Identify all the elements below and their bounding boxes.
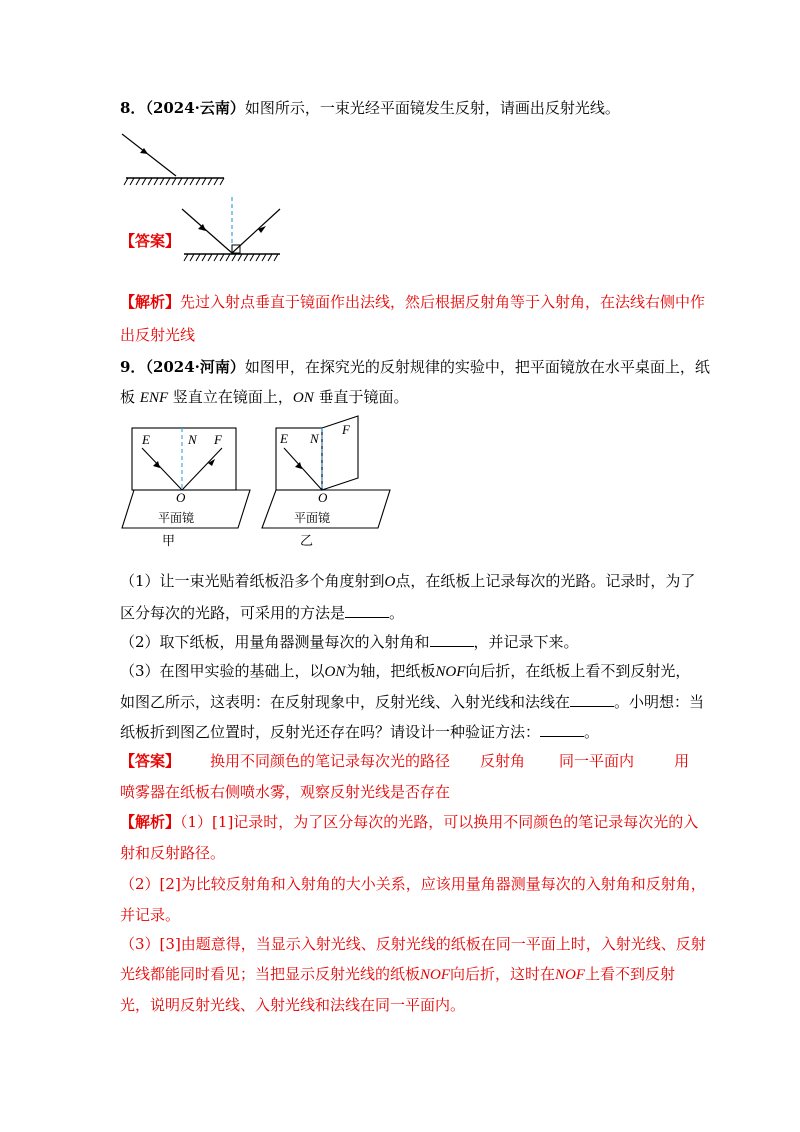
label-E: E [142, 432, 150, 447]
arrow-head-icon [208, 459, 215, 466]
text-span: 点，在纸板上记录每次的光路。记录时，为了 [395, 572, 696, 590]
mirror-label: 平面镜 [158, 511, 195, 525]
arrow-head-icon [258, 226, 266, 233]
label-NOF: NOF [420, 967, 451, 983]
text-span: 。 [389, 604, 405, 622]
label-ON: ON [324, 664, 346, 680]
text-span: 上看不到反射 [585, 965, 676, 983]
text-span: 为轴，把纸板 [345, 662, 436, 680]
label-ENF: ENF [139, 390, 169, 406]
q9-answer-line1 [120, 751, 689, 771]
q8-stem [120, 98, 620, 118]
q9-number: 9． [120, 358, 146, 376]
answer-1: 换用不同颜色的笔记录每次光的路径 [210, 752, 451, 770]
text-span: 如图乙所示，这表明：在反射现象中，反射光线、入射光线和法线在 [120, 693, 571, 711]
figure-yi [258, 412, 398, 542]
text-span: 板 [120, 388, 140, 406]
label-F: F [342, 422, 350, 437]
q8-source: （2024·云南） [145, 99, 245, 117]
q8-text: 如图所示，一束光经平面镜发生反射，请画出反射光线。 [244, 99, 620, 117]
q9-analysis-label: 【解析】 [120, 813, 181, 831]
label-E: E [280, 431, 288, 446]
text-span: （3）在图甲实验的基础上，以 [120, 662, 325, 680]
incident-ray [182, 209, 232, 253]
caption-jia: 甲 [162, 534, 176, 549]
figure-jia [118, 422, 258, 542]
text-span: 垂直于镜面。 [313, 388, 409, 406]
q9-part3-line2 [120, 692, 704, 712]
q8-analysis-label: 【解析】 [120, 293, 181, 311]
arrow-head-icon [295, 462, 302, 469]
q9-analysis-line5: （3）[3]由题意得，当显示入射光线、反射光线的纸板在同一平面上时，入射光线、反射 [120, 935, 706, 953]
answer-4-start: 用 [674, 752, 690, 770]
caption-yi: 乙 [300, 534, 314, 549]
incident-ray [142, 448, 182, 490]
text-span: （1）[1]记录时，为了区分每次的光路，可以换用不同颜色的笔记录每次光的入 [180, 813, 699, 831]
label-ON: ON [292, 390, 314, 406]
q9-stem-line1 [120, 357, 710, 377]
q9-answer-line2: 喷雾器在纸板右侧喷水雾，观察反射光线是否存在 [120, 783, 451, 801]
text-span: 竖直立在镜面上， [168, 388, 293, 406]
label-F: F [214, 432, 222, 447]
answer-blank [430, 632, 474, 647]
q8-figure [118, 130, 230, 188]
label-O: O [318, 490, 328, 505]
text-span: 。 [584, 723, 600, 741]
q9-analysis-line2: 射和反射路径。 [120, 844, 226, 862]
label-O: O [176, 490, 186, 505]
mirror-hatching [184, 254, 278, 261]
q9-analysis-line4: 并记录。 [120, 906, 181, 924]
q9-part3-line3 [120, 722, 599, 742]
q9-source: （2024·河南） [145, 358, 245, 376]
label-NOF: NOF [435, 664, 466, 680]
q9-stem-text: 如图甲，在探究光的反射规律的实验中，把平面镜放在水平桌面上，纸 [244, 358, 710, 376]
label-NOF: NOF [555, 967, 586, 983]
paper-board-folded [322, 416, 358, 490]
text-span: 光线都能同时看见；当把显示反射光线的纸板 [120, 965, 421, 983]
q9-answer-label: 【答案】 [120, 752, 181, 770]
q9-part3-line1 [120, 661, 690, 682]
answer-blank [570, 692, 614, 707]
mirror-hatching [124, 178, 224, 185]
incident-ray [122, 134, 176, 176]
reflected-ray [182, 448, 222, 490]
q8-analysis-line1 [120, 292, 705, 312]
text-span: 向后折，这时在 [450, 965, 556, 983]
text-span: 纸板折到图乙位置时，反射光还存在吗？请设计一种验证方法： [120, 723, 541, 741]
answer-2: 反射角 [480, 752, 526, 770]
text-span: 向后折，在纸板上看不到反射光， [465, 662, 691, 680]
text-span: （1）让一束光贴着纸板沿多个角度射到 [120, 572, 385, 590]
q9-analysis-line3: （2）[2]为比较反射角和入射角的大小关系，应该用量角器测量每次的入射角和反射角， [120, 875, 706, 893]
label-N: N [310, 431, 319, 446]
arrow-head-icon [153, 461, 160, 468]
q8-answer-figure [180, 195, 282, 267]
label-N: N [188, 432, 197, 447]
arrow-head-icon [198, 224, 206, 231]
incident-ray [284, 448, 322, 490]
q9-part1-line1 [120, 571, 695, 592]
answer-blank [540, 722, 584, 737]
text-span: 。小明想：当 [614, 693, 705, 711]
q9-stem-line2 [120, 387, 409, 408]
q9-part1-line2 [120, 603, 404, 623]
answer-3: 同一平面内 [559, 752, 635, 770]
q8-number: 8． [120, 99, 146, 117]
q9-analysis-line1 [120, 812, 698, 832]
q8-analysis-text: 先过入射点垂直于镜面作出法线，然后根据反射角等于入射角，在法线右侧中作 [180, 293, 706, 311]
q8-analysis-line2: 出反射光线 [120, 326, 196, 344]
q9-part2 [120, 632, 579, 652]
text-span: （2）取下纸板，用量角器测量每次的入射角和 [120, 633, 430, 651]
mirror-label: 平面镜 [294, 511, 331, 525]
q9-analysis-line7: 光，说明反射光线、入射光线和法线在同一平面内。 [120, 996, 466, 1014]
q9-analysis-line6 [120, 964, 675, 985]
label-O: O [384, 574, 396, 590]
text-span: ，并记录下来。 [473, 633, 579, 651]
text-span: 区分每次的光路，可采用的方法是 [120, 604, 346, 622]
answer-blank [345, 603, 389, 618]
reflected-ray [232, 209, 280, 253]
q8-answer-label: 【答案】 [120, 232, 181, 250]
